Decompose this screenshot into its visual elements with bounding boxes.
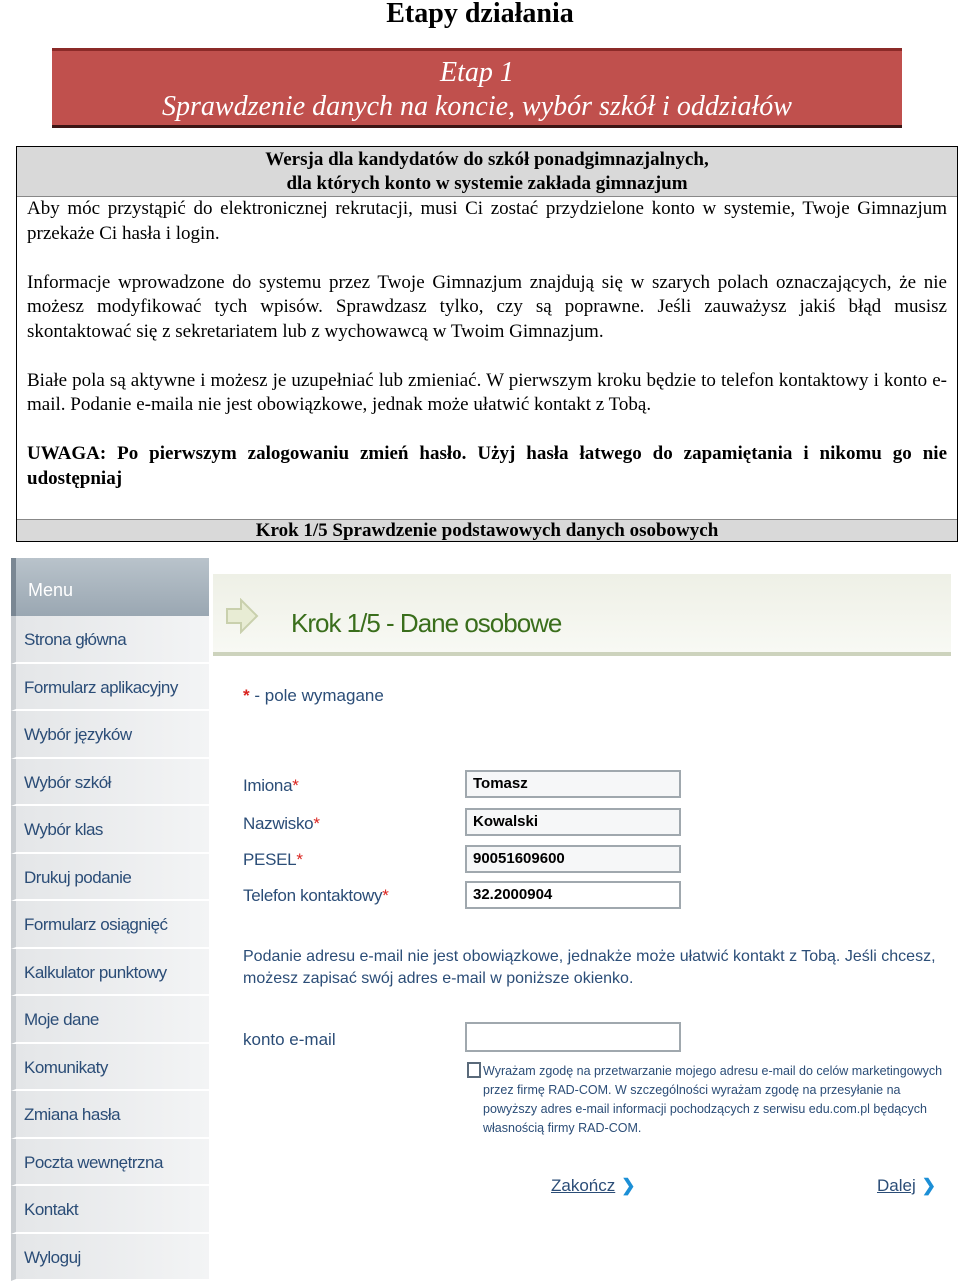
menu-item-my-data[interactable]: Moje dane [11,996,209,1044]
menu-item-application-form[interactable]: Formularz aplikacyjny [11,664,209,712]
double-chevron-right-icon: ❯ [621,1176,636,1195]
step-title: Krok 1/5 - Dane osobowe [291,608,562,638]
required-star: * [243,686,250,705]
consent-text: Wyrażam zgodę na przetwarzanie mojego adresu e-mail do celów marketingowych przez firmę RAD-COM. W szczególności wyrażam zgodę na przesyłanie na powyższy adres e-mail informacji pochodzących z serwisu edu.com.pl będących własnością firmy RAD-COM. [483,1064,943,1135]
surname-label: Nazwisko* [243,814,320,833]
app-screenshot [5,558,957,1280]
phone-label: Telefon kontaktowy* [243,886,389,905]
sidebar-menu [11,558,209,1280]
required-note-text: - pole wymagane [254,686,384,705]
info-warning: UWAGA: Po pierwszym zalogowaniu zmień hasło. Użyj hasła łatwego do zapamiętania i nikomu go nie udostępniaj [27,443,947,489]
pesel-field: 90051609600 [465,845,681,873]
info-body [17,197,957,491]
stage-title: Sprawdzenie danych na koncie, wybór szkół i oddziałów [162,91,792,122]
main-content [213,558,957,1280]
info-paragraph: Aby móc przystąpić do elektronicznej rekrutacji, musi Ci zostać przydzielone konto w systemie, Twoje Gimnazjum przekaże Ci hasła i login. [27,198,947,244]
menu-header: Menu [11,558,209,616]
step-header [213,574,951,656]
menu-item-print-application[interactable]: Drukuj podanie [11,854,209,902]
menu-item-contact[interactable]: Kontakt [11,1186,209,1234]
menu-item-languages[interactable]: Wybór języków [11,711,209,759]
pesel-label: PESEL* [243,850,303,869]
menu-item-schools[interactable]: Wybór szkół [11,759,209,807]
info-header-line2: dla których konto w systemie zakłada gimnazjum [286,173,688,194]
email-label: konto e-mail [243,1030,336,1049]
stage-banner [52,48,902,128]
required-note [243,686,384,706]
arrow-right-icon [225,598,259,634]
menu-item-points-calculator[interactable]: Kalkulator punktowy [11,949,209,997]
info-box [16,146,958,542]
first-names-field: Tomasz [465,770,681,798]
info-header-line1: Wersja dla kandydatów do szkół ponadgimnazjalnych, [265,149,709,170]
first-names-label: Imiona* [243,776,299,795]
email-note: Podanie adresu e-mail nie jest obowiązkowe, jednakże może ułatwić kontakt z Tobą. Jeśli chcesz, możesz zapisać swój adres e-mail w poniższe okienko. [243,948,936,987]
menu-item-classes[interactable]: Wybór klas [11,806,209,854]
step-caption: Krok 1/5 Sprawdzenie podstawowych danych osobowych [17,519,957,541]
info-paragraph: Informacje wprowadzone do systemu przez Twoje Gimnazjum znajdują się w szarych polach oznaczających, że nie możesz modyfikować tych wpisów. Sprawdzasz tylko, czy są poprawne. Jeśli zauważysz jakiś błąd musisz skontaktować się z sekretariatem lub z wychowawcą w Twoim Gimnazjum. [27,271,947,342]
document-title: Etapy działania [386,0,574,29]
menu-item-logout[interactable]: Wyloguj [11,1234,209,1282]
surname-field: Kowalski [465,808,681,836]
next-button[interactable]: Dalej ❯ [877,1176,936,1195]
menu-item-internal-mail[interactable]: Poczta wewnętrzna [11,1139,209,1187]
menu-item-messages[interactable]: Komunikaty [11,1044,209,1092]
email-field[interactable] [465,1022,681,1052]
info-header [17,147,957,197]
finish-button[interactable]: Zakończ ❯ [551,1176,636,1195]
menu-item-change-password[interactable]: Zmiana hasła [11,1091,209,1139]
phone-field[interactable]: 32.2000904 [465,881,681,909]
stage-number: Etap 1 [440,57,514,88]
info-paragraph: Białe pola są aktywne i możesz je uzupełniać lub zmieniać. W pierwszym kroku będzie to telefon kontaktowy i konto e-mail. Podanie e-maila nie jest obowiązkowe, jednak może ułatwić kontakt z Tobą. [27,369,947,415]
consent-checkbox[interactable] [467,1062,481,1078]
menu-item-achievements[interactable]: Formularz osiągnięć [11,901,209,949]
menu-item-home[interactable]: Strona główna [11,616,209,664]
double-chevron-right-icon: ❯ [921,1176,936,1195]
